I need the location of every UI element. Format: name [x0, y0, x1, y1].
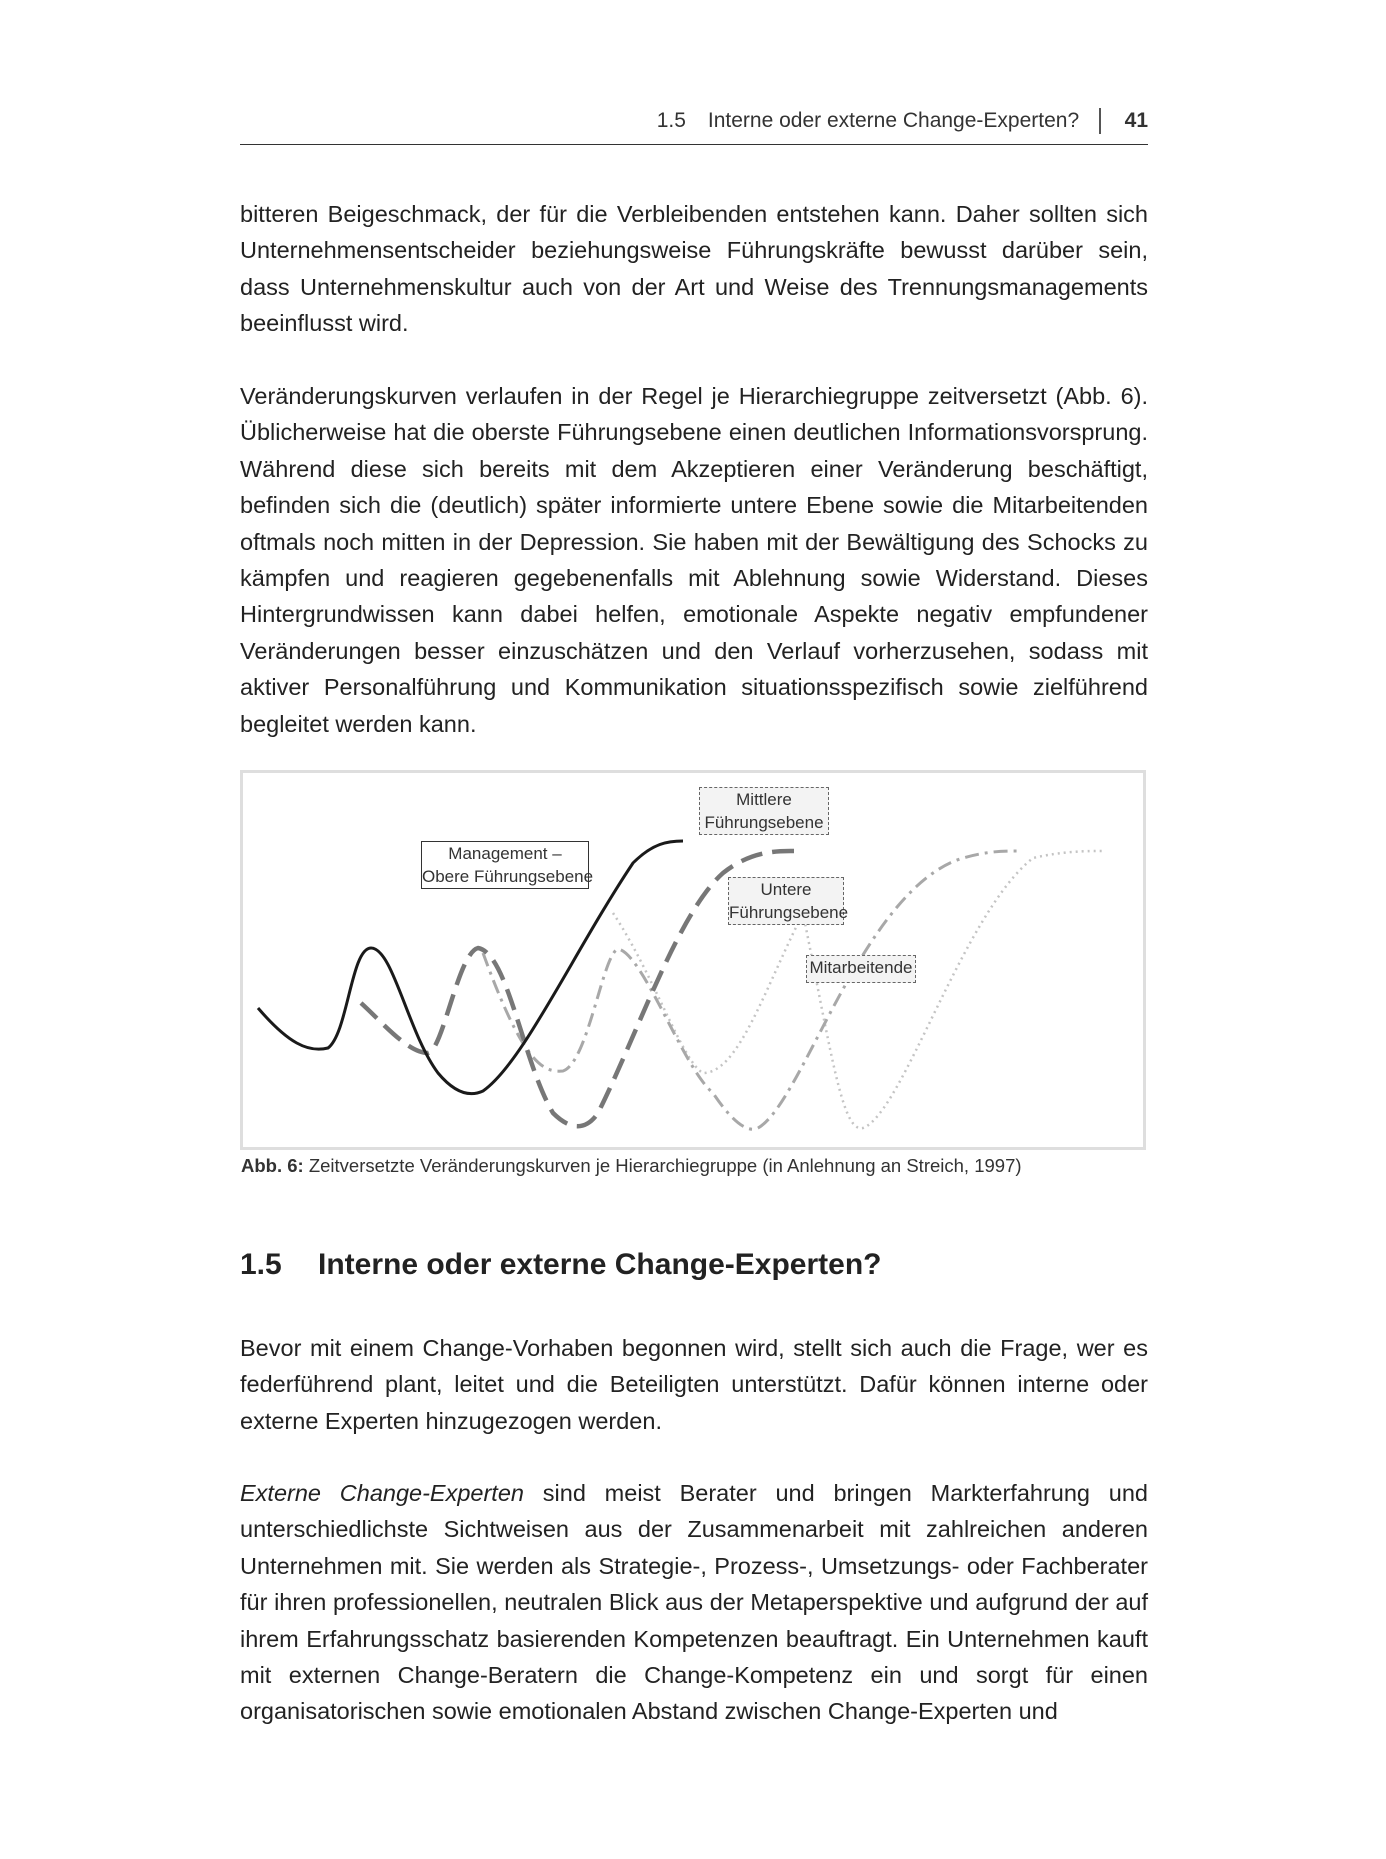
figure-caption-text: Zeitversetzte Veränderungskurven je Hierarchiegruppe (in Anlehnung an Streich, 1997) [303, 1155, 1022, 1176]
paragraph-4-text: sind meist Berater und bringen Markterfahrung und unterschiedlichste Sichtweisen aus der Zusammenarbeit mit zahlreichen anderen Unternehmen mit. Sie werden als Strategie-, Prozess-, Umsetzungs- oder Fachberater für ihren professionellen, neutralen Blick aus der Metaperspektive und aufgrund der auf ihrem Erfahrungsschatz basierenden Kompetenzen beauftragt. Ein Unternehmen kauft mit externen Change-Beratern die Change-Kompetenz ein und sorgt für einen organisatorischen sowie emotionalen Abstand zwischen Change-Experten und [240, 1480, 1148, 1725]
label-management-line-2: Obere Führungsebene [422, 867, 594, 886]
label-management [421, 841, 594, 889]
paragraph-4-italic-term: Externe Change-Experten [240, 1480, 524, 1506]
running-head-section-number: 1.5 [656, 109, 686, 132]
section-heading-number: 1.5 [240, 1248, 282, 1281]
paragraph-2: Veränderungskurven verlaufen in der Regel je Hierarchiegruppe zeitversetzt (Abb. 6). Üblicherweise hat die oberste Führungsebene einen deutlichen Informationsvorsprung. Während diese sich bereits mit dem Akzeptieren einer Veränderung beschäftigt, befinden sich die (deutlich) später informierte untere Ebene sowie die Mitarbeitenden oftmals noch mitten in der Depression. Sie haben mit der Bewältigung des Schocks zu kämpfen und reagieren gegebenenfalls mit Ablehnung sowie Widerstand. Dieses Hintergrundwissen kann dabei helfen, emotionale Aspekte negativ empfundener Veränderungen besser einzuschätzen und den Verlauf vorherzusehen, sodass mit aktiver Personalführung und Kommunikation situationsspezifisch sowie zielführend begleitet werden kann. [240, 383, 1148, 737]
figure-caption-label: Abb. 6: [241, 1155, 304, 1176]
label-untere-line-1: Untere [760, 880, 812, 899]
label-mittlere-line-2: Führungsebene [704, 813, 824, 832]
change-curves-chart [243, 773, 1143, 1147]
figure-change-curves [240, 770, 1146, 1150]
label-management-line-1: Management – [448, 844, 562, 863]
section-heading-title: Interne oder externe Change-Experten? [318, 1248, 882, 1281]
running-head-divider [1099, 108, 1101, 134]
label-mittlere-fuehrungsebene [699, 787, 829, 835]
running-head [240, 104, 1148, 145]
section-heading [240, 1248, 1148, 1282]
label-untere-line-2: Führungsebene [729, 903, 849, 922]
curve-mitarbeitende [613, 851, 1103, 1128]
paragraph-3: Bevor mit einem Change-Vorhaben begonnen wird, stellt sich auch die Frage, wer es federführend plant, leitet und die Beteiligten unterstützt. Dafür können interne oder externe Experten hinzugezogen werden. [240, 1335, 1148, 1434]
paragraph-1: bitteren Beigeschmack, der für die Verbleibenden entstehen kann. Daher sollten sich Unternehmensentscheider beziehungsweise Führungskräfte bewusst darüber sein, dass Unternehmenskultur auch von der Art und Weise des Trennungsmanagements beeinflusst wird. [240, 201, 1148, 337]
label-untere-fuehrungsebene [728, 877, 849, 925]
figure-caption [241, 1155, 1147, 1177]
label-mittlere-line-1: Mittlere [736, 790, 792, 809]
label-mitarbeitende-text: Mitarbeitende [809, 958, 913, 977]
running-head-section-title: Interne oder externe Change-Experten? [707, 109, 1080, 132]
paragraph-4 [240, 1475, 1148, 1730]
page-number: 41 [1124, 109, 1148, 132]
label-mitarbeitende [806, 955, 916, 983]
